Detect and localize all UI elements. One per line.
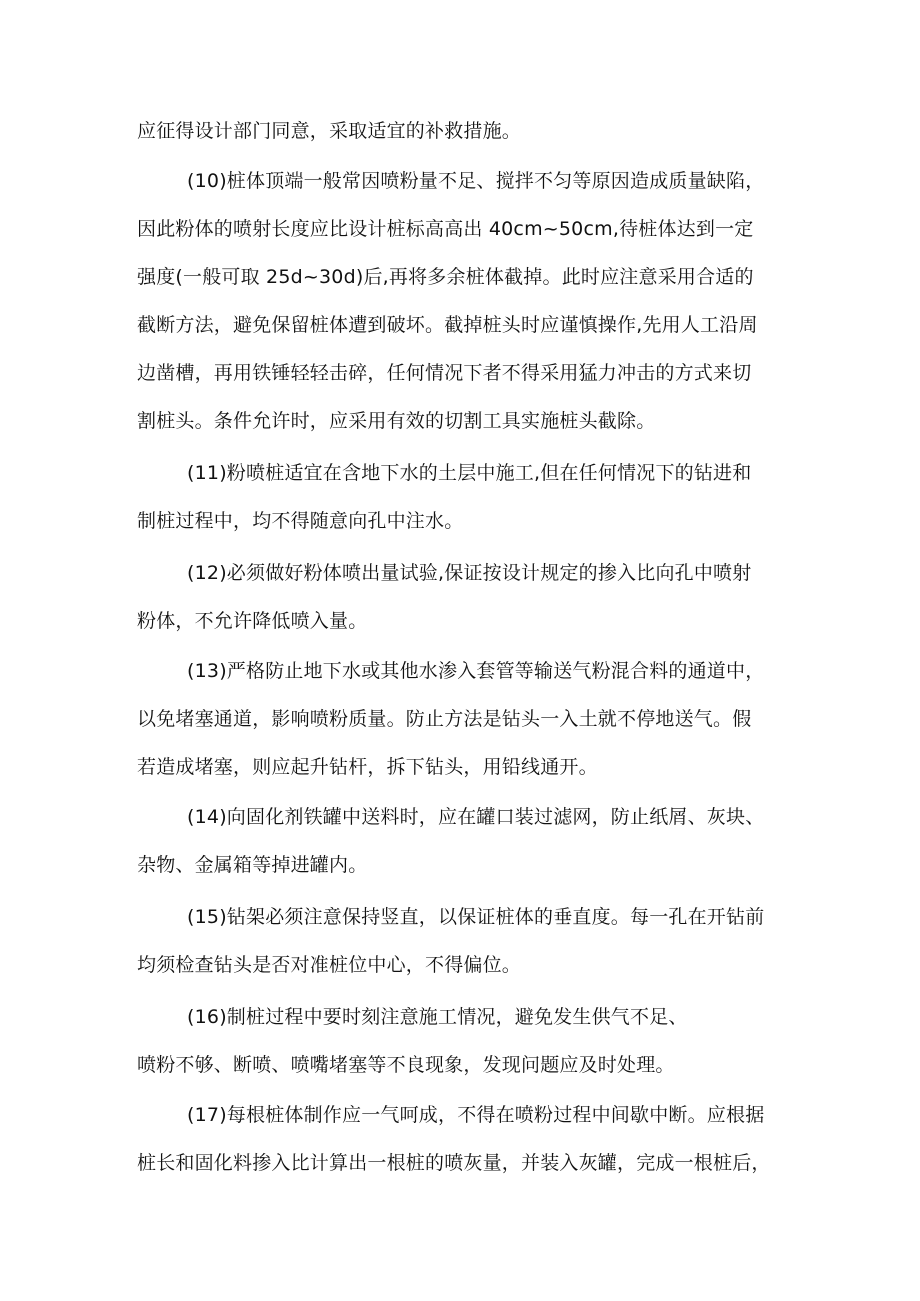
text-line: 均须检查钻头是否对准桩位中心，不得偏位。	[137, 954, 522, 976]
paragraph-13-start: (13)严格防止地下水或其他水渗入套管等输送气粉混合料的通道中，	[187, 660, 765, 682]
paragraph-17-start: (17)每根桩体制作应一气呵成，不得在喷粉过程中间歇中断。应根据	[187, 1104, 765, 1126]
text-line: 因此粉体的喷射长度应比设计桩标高高出 40cm~50cm,待桩体达到一定	[137, 218, 754, 240]
text-line: 桩长和固化料掺入比计算出一根桩的喷灰量，并装入灰罐，完成一根桩后，	[137, 1152, 771, 1174]
text-line: 割桩头。条件允许时，应采用有效的切割工具实施桩头截除。	[137, 410, 656, 432]
text-line: 粉体，不允许降低喷入量。	[137, 610, 368, 632]
text-line: 若造成堵塞，则应起升钻杆，拆下钻头，用铅线通开。	[137, 756, 598, 778]
paragraph-10-start: (10)桩体顶端一般常因喷粉量不足、搅拌不匀等原因造成质量缺陷，	[187, 170, 765, 192]
text-line: 截断方法，避免保留桩体遭到破坏。截掉桩头时应谨慎操作,先用人工沿周	[137, 314, 758, 336]
text-line: 边凿槽，再用铁锤轻轻击碎，任何情况下者不得采用猛力冲击的方式来切	[137, 362, 752, 384]
paragraph-14-start: (14)向固化剂铁罐中送料时，应在罐口装过滤网，防止纸屑、灰块、	[187, 806, 765, 828]
text-line: 应征得设计部门同意，采取适宜的补救措施。	[137, 120, 522, 142]
text-line: 强度(一般可取 25d~30d)后,再将多余桩体截掉。此时应注意采用合适的	[137, 266, 754, 288]
text-line: 喷粉不够、断喷、喷嘴堵塞等不良现象，发现问题应及时处理。	[137, 1054, 675, 1076]
text-line: 以免堵塞通道，影响喷粉质量。防止方法是钻头一入土就不停地送气。假	[137, 708, 752, 730]
paragraph-15-start: (15)钻架必须注意保持竖直，以保证桩体的垂直度。每一孔在开钻前	[187, 906, 765, 928]
text-line: 制桩过程中，均不得随意向孔中注水。	[137, 510, 464, 532]
text-line: 杂物、金属箱等掉进罐内。	[137, 854, 368, 876]
paragraph-12-start: (12)必须做好粉体喷出量试验,保证按设计规定的掺入比向孔中喷射	[187, 562, 752, 584]
paragraph-11-start: (11)粉喷桩适宜在含地下水的土层中施工,但在任何情况下的钻进和	[187, 462, 752, 484]
paragraph-16-start: (16)制桩过程中要时刻注意施工情况，避免发生供气不足、	[187, 1006, 688, 1028]
